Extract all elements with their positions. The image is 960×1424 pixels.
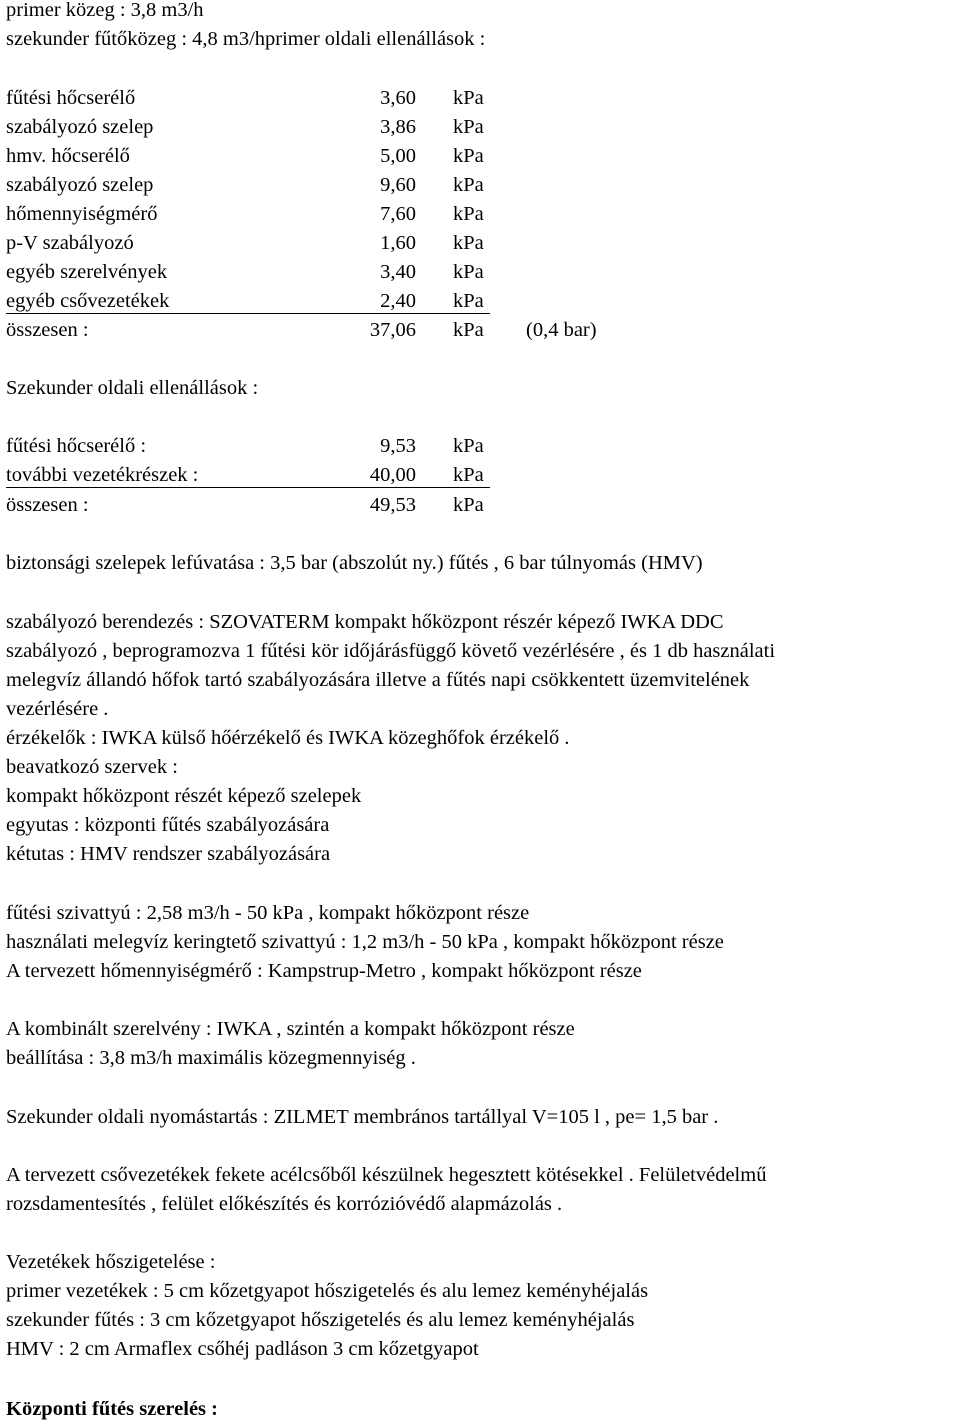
paragraph-line: beavatkozó szervek : bbox=[6, 756, 178, 778]
szekunder-flow: szekunder fűtőközeg : 4,8 m3/hprimer oldali ellenállások : bbox=[6, 28, 486, 50]
table-row bbox=[6, 171, 646, 200]
primer-flow: primer közeg : 3,8 m3/h bbox=[6, 0, 204, 21]
paragraph-line: A tervezett hőmennyiségmérő : Kampstrup-Metro , kompakt hőközpont része bbox=[6, 960, 642, 982]
table-total-row bbox=[6, 491, 646, 520]
table-row bbox=[6, 461, 646, 490]
total-unit: kPa bbox=[453, 319, 484, 341]
row-name: hőmennyiségmérő bbox=[6, 203, 158, 225]
paragraph-line: melegvíz állandó hőfok tartó szabályozására illetve a fűtés napi csökkentett üzemvitelének bbox=[6, 669, 750, 691]
paragraph-line: A kombinált szerelvény : IWKA , szintén a kompakt hőközpont része bbox=[6, 1018, 575, 1040]
paragraph-line: primer vezetékek : 5 cm kőzetgyapot hőszigetelés és alu lemez keményhéjalás bbox=[6, 1280, 649, 1302]
row-value: 9,53 bbox=[380, 435, 416, 457]
total-unit: kPa bbox=[453, 494, 484, 516]
paragraph-line: érzékelők : IWKA külső hőérzékelő és IWKA közeghőfok érzékelő . bbox=[6, 727, 570, 749]
row-unit: kPa bbox=[453, 174, 484, 196]
paragraph-line: kompakt hőközpont részét képező szelepek bbox=[6, 785, 362, 807]
row-value: 7,60 bbox=[380, 203, 416, 225]
paragraph-line: egyutas : központi fűtés szabályozására bbox=[6, 814, 330, 836]
section-heading-bold: Központi fűtés szerelés : bbox=[6, 1398, 218, 1420]
row-name: hmv. hőcserélő bbox=[6, 145, 130, 167]
table-row bbox=[6, 287, 646, 316]
row-name: további vezetékrészek : bbox=[6, 464, 199, 486]
total-value: 49,53 bbox=[369, 494, 416, 516]
paragraph-line: kétutas : HMV rendszer szabályozására bbox=[6, 843, 331, 865]
row-unit: kPa bbox=[453, 464, 484, 486]
paragraph-line: vezérlésére . bbox=[6, 698, 109, 720]
row-name: fűtési hőcserélő bbox=[6, 87, 136, 109]
row-value: 40,00 bbox=[369, 464, 416, 486]
sum-rule bbox=[6, 487, 490, 488]
sum-rule bbox=[6, 313, 490, 314]
row-name: egyéb szerelvények bbox=[6, 261, 168, 283]
row-unit: kPa bbox=[453, 145, 484, 167]
total-label: összesen : bbox=[6, 319, 89, 341]
pressure-text: Szekunder oldali nyomástartás : ZILMET membrános tartállyal V=105 l , pe= 1,5 bar . bbox=[6, 1106, 719, 1128]
row-name: szabályozó szelep bbox=[6, 116, 154, 138]
table-row bbox=[6, 142, 646, 171]
paragraph-line: A tervezett csővezetékek fekete acélcsőből készülnek hegesztett kötésekkel . Felületvédelmű bbox=[6, 1164, 767, 1186]
paragraph-line: beállítása : 3,8 m3/h maximális közegmennyiség . bbox=[6, 1047, 416, 1069]
row-value: 5,00 bbox=[380, 145, 416, 167]
total-bar-equivalent: (0,4 bar) bbox=[526, 319, 597, 341]
row-name: szabályozó szelep bbox=[6, 174, 154, 196]
table-row bbox=[6, 113, 646, 142]
section-heading: Vezetékek hőszigetelése : bbox=[6, 1251, 216, 1273]
table-row bbox=[6, 258, 646, 287]
total-label: összesen : bbox=[6, 494, 89, 516]
paragraph-line: szabályozó , beprogramozva 1 fűtési kör időjárásfüggő követő vezérlésére , és 1 db használati bbox=[6, 640, 776, 662]
paragraph-line: rozsdamentesítés , felület előkészítés és korrózióvédő alapmázolás . bbox=[6, 1193, 563, 1215]
row-unit: kPa bbox=[453, 290, 484, 312]
total-value: 37,06 bbox=[369, 319, 416, 341]
row-value: 1,60 bbox=[380, 232, 416, 254]
row-unit: kPa bbox=[453, 203, 484, 225]
row-name: p-V szabályozó bbox=[6, 232, 134, 254]
paragraph-line: fűtési szivattyú : 2,58 m3/h - 50 kPa , kompakt hőközpont része bbox=[6, 902, 530, 924]
table-total-row bbox=[6, 316, 646, 345]
table-row bbox=[6, 432, 646, 461]
table-row bbox=[6, 229, 646, 258]
paragraph-line: használati melegvíz keringtető szivattyú : 1,2 m3/h - 50 kPa , kompakt hőközpont része bbox=[6, 931, 724, 953]
paragraph-line: HMV : 2 cm Armaflex csőhéj padláson 3 cm kőzetgyapot bbox=[6, 1338, 479, 1360]
row-name: egyéb csővezetékek bbox=[6, 290, 170, 312]
row-unit: kPa bbox=[453, 87, 484, 109]
row-value: 9,60 bbox=[380, 174, 416, 196]
row-value: 2,40 bbox=[380, 290, 416, 312]
row-unit: kPa bbox=[453, 261, 484, 283]
row-name: fűtési hőcserélő : bbox=[6, 435, 147, 457]
row-unit: kPa bbox=[453, 116, 484, 138]
section-heading: Szekunder oldali ellenállások : bbox=[6, 377, 259, 399]
paragraph-line: szabályozó berendezés : SZOVATERM kompakt hőközpont részér képező IWKA DDC bbox=[6, 611, 724, 633]
row-value: 3,60 bbox=[380, 87, 416, 109]
table-row bbox=[6, 200, 646, 229]
paragraph-line: szekunder fűtés : 3 cm kőzetgyapot hőszigetelés és alu lemez keményhéjalás bbox=[6, 1309, 635, 1331]
row-unit: kPa bbox=[453, 435, 484, 457]
safety-valves-text: biztonsági szelepek lefúvatása : 3,5 bar (abszolút ny.) fűtés , 6 bar túlnyomás (HMV) bbox=[6, 552, 703, 574]
row-value: 3,40 bbox=[380, 261, 416, 283]
table-row bbox=[6, 84, 646, 113]
row-value: 3,86 bbox=[380, 116, 416, 138]
row-unit: kPa bbox=[453, 232, 484, 254]
